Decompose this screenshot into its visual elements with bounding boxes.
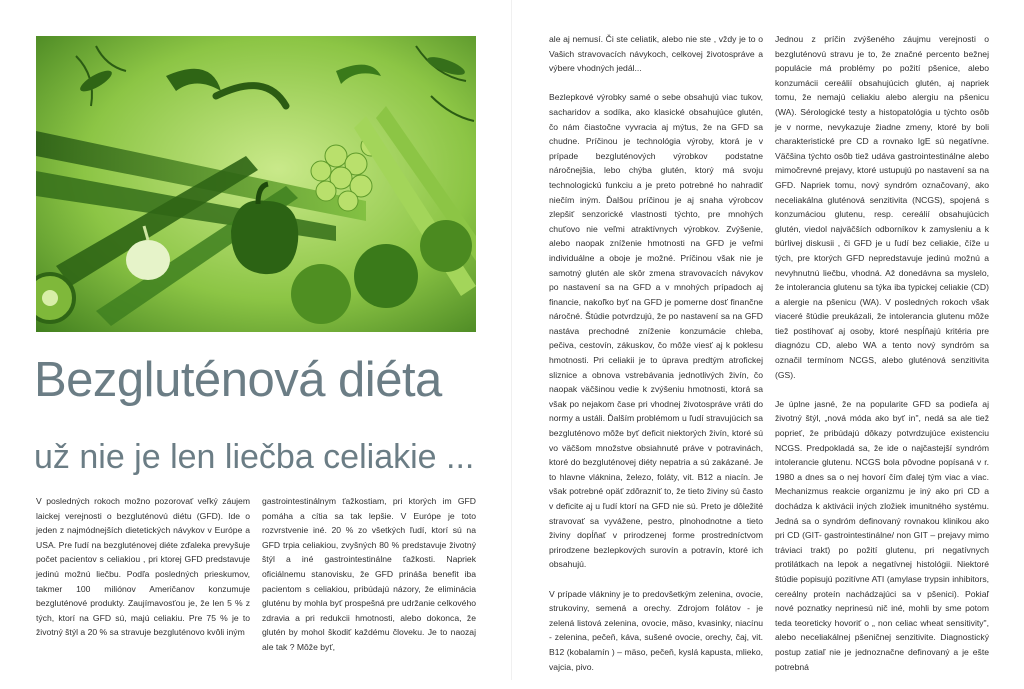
article-subtitle: už nie je len liečba celiakie ... bbox=[34, 438, 475, 476]
paragraph: Je úplne jasné, že na popularite GFD sa podieľa aj životný štýl, „nová móda ako byť in", nedá sa ale tiež poprieť, že pribúdajú dôkazy potvrdzujúce existenciu NCGS. Predpokladá sa, že ide o najčastejší syndróm intolerancie glutenu. NCGS bola pôvodne popísaná v r. 1980 a dnes sa o nej hovorí čím ďalej tým viac a viac. Mechanizmus reakcie organizmu je iný ako pri CD a dochádza k aktivácii iných zložiek imunitného systému. Jedná sa o syndróm definovaný rovnakou klinikou ako pri CD (GIT- gastrointestinálne/ non GIT – prejavy mimo tráviaci trakt) po požití glutenu, pri negatívnych protilátkach na lepok a negatívnej histológii. Niektoré štúdie popisujú pozitívne ATI (amylase trypsin inhibitors, cereálny proteín nachádzajúci sa v pšenici). Pokiaľ nové poznatky neprinesú nič iné, mohli by sme potom teda teoreticky hovoriť o „ non celiac wheat sensitivity", alebo neceliakálnej pšeničnej senzitivite. Diagnostický postup zatiaľ nie je jednoznačne definovaný a je ešte potrebná bbox=[775, 398, 989, 672]
paragraph: V prípade vlákniny je to predovšetkým zelenina, ovocie, strukoviny, semená a orechy. Zdrojom folátov - je zelená listová zelenina, ovocie, mäso, kvasinky, niacínu - zelenina, pečeň, káva, sušené ovocie, orechy, čaj, vit. B12 (kobalamín ) – mäso, pečeň, kyslá kapusta, mlieko, vajcia, pivo. bbox=[549, 588, 763, 672]
paragraph: Bezlepkové výrobky samé o sebe obsahujú viac tukov, sacharidov a sodíka, ako klasické obsahujúce glutén, čo nám čiastočne vyvracia aj mýtus, že na GFD sa chudne. Príčinou je technológia výroby, ktorá je v prípade bezgluténových výrobkov podstatne náročnejšia, lebo chýba glutén, ktorý má svoju technologickú funkciu a je preto potrebné ho nahradiť niečím iným. Ďalšou príčinou je aj snaha výrobcov zlepšiť senzorické vlastnosti týchto, pre mnohých chuťovo nie veľmi atraktívnych výrobkov. Zvýšenie, alebo naopak zníženie hmotnosti na GFD je veľmi individuálne a oboje je možné. Príčinou však nie je samotný glutén ale skôr zmena stravovacích návykov po nastavení sa na GFD a v mnohých prípadoch aj financie, nakoľko byť na GFD je pomerne dosť finančne náročné. Štúdie potvrdzujú, že po nastavení sa na GFD nastáva prechodné zníženie konzumácie chleba, pečiva, cestovín, zákuskov, čo môže viesť aj k poklesu hmotnosti. Pri celiakii je to úprava predtým atrofickej sliznice a obnova vstrebávania jednotlivých živín, čo naopak väčšinou vedie k zvýšeniu hmotnosti, ktorá sa však po nejakom čase pri vhodnej životospráve vráti do normy a ustáli. Ďalším problémom u ľudí stravujúcich sa bezgluténovo môže byť deficit niektorých živín, ktoré sú vo väčšom množstve obsiahnuté práve v potravinách, ktoré do bezgluténovej diéty nepatria a sú zakázané. Je to hlavne vláknina, železo, foláty, vit. B12 a niacín. Je však potrebné opäť zdôrazniť to, že tieto živiny sú často v deficite aj u ľudí ktorí na GFD nie sú. Preto je dôležité stravovať sa vyvážene, pestro, plnohodnotne a tieto živiny dopĺňať v prirodzenej forme prostredníctvom prirodzene bezlepkových surovín a potravín, ktoré ich obsahujú. bbox=[549, 92, 763, 570]
article-title: Bezgluténová diéta bbox=[34, 353, 442, 407]
paragraph: ale aj nemusí. Či ste celiatik, alebo nie ste , vždy je to o Vašich stravovacích návykoch, celkovej životospráve a výbere vhodných jedál... bbox=[549, 34, 763, 74]
paragraph: gastrointestinálnym ťažkostiam, pri ktorých im GFD pomáha a cítia sa tak lepšie. V Európe je toto rozvrstvenie iné. 20 % zo všetkých ľudí, ktorí sú na GFD trpia celiakiou, zvyšných 80 % predstavuje životný štýl a iné gastrointestinálne ťažkosti. Napriek oficiálnemu stanovisku, že GFD prináša benefit iba pacientom s celiakiou, pribúdajú názory, že eliminácia gluténu by mohla byť prospešná pre udržanie celkového zdravia a pri redukcii hmotnosti, alebo dokonca, že glutén by mohol škodiť každému človeku. Je to naozaj ale tak ? Môže byť, bbox=[262, 496, 476, 652]
text-column-4 bbox=[775, 32, 989, 689]
paragraph: V posledných rokoch možno pozorovať veľký záujem laickej verejnosti o bezgluténovú diétu (GFD). Ide o jeden z najmódnejších dietetických návykov v Európe a USA. Pre ľudí na bezgluténovej diéte zďaleka prevyšuje počet pacientov s celiakiou , pri ktorej GFD predstavuje jedinú možnú liečbu. Podľa posledných prieskumov, takmer 100 miliónov Američanov konzumuje bezgluténové produkty. Zaujímavosťou je, že len 5 % z tých, ktorí na GFD sú, majú celiakiu. Pre 75 % je to životný štýl a 20 % sa stravuje bezgluténovo kvôli iným bbox=[36, 496, 250, 638]
paragraph: Jednou z príčin zvýšeného záujmu verejnosti o bezgluténovú stravu je to, že značné percento bežnej populácie má problémy po požití pšenice, alebo konzumácii cereálií obsahujúcich glutén, aj napriek tomu, že nemajú celiakiu alebo alergiu na pšenicu (WA). Sérologické testy a histopatológia u týchto osôb je v norme, nevykazuje žiadne zmeny, ktoré by boli charakteristické pre CD a rovnako IgE sú negatívne. Väčšina týchto osôb tiež udáva gastrointestinálne alebo mimočrevné prejavy, ktoré ustupujú po nastavení sa na GFD. Napriek tomu, nový syndróm označovaný, ako neceliakálna gluténová senzitivita (NCGS), spojená s konzumáciou glutenu, resp. cereálií obsahujúcich glutén, viedol najväčších odborníkov k zamysleniu a k búrlivej diskusii , či GFD je u ľudí bez celiakie, číže u tých, pre ktorých GFD nepredstavuje jedinú možnú a nevyhnutnú liečbu, vhodná. Až donedávna sa myslelo, že intolerancia glutenu sa týka iba typickej celiakie (CD) a alergie na pšenicu (WA). V posledných rokoch však viaceré štúdie preukázali, že intolerancia glutenu môže tiež postihovať aj osoby, ktoré nespĺňajú kritéria pre diagnózu CD, alebo WA a tento nový syndróm sa označil termínom NCGS, alebo gluténová senzitivita (GS). bbox=[775, 34, 989, 380]
text-column-3 bbox=[549, 32, 763, 689]
